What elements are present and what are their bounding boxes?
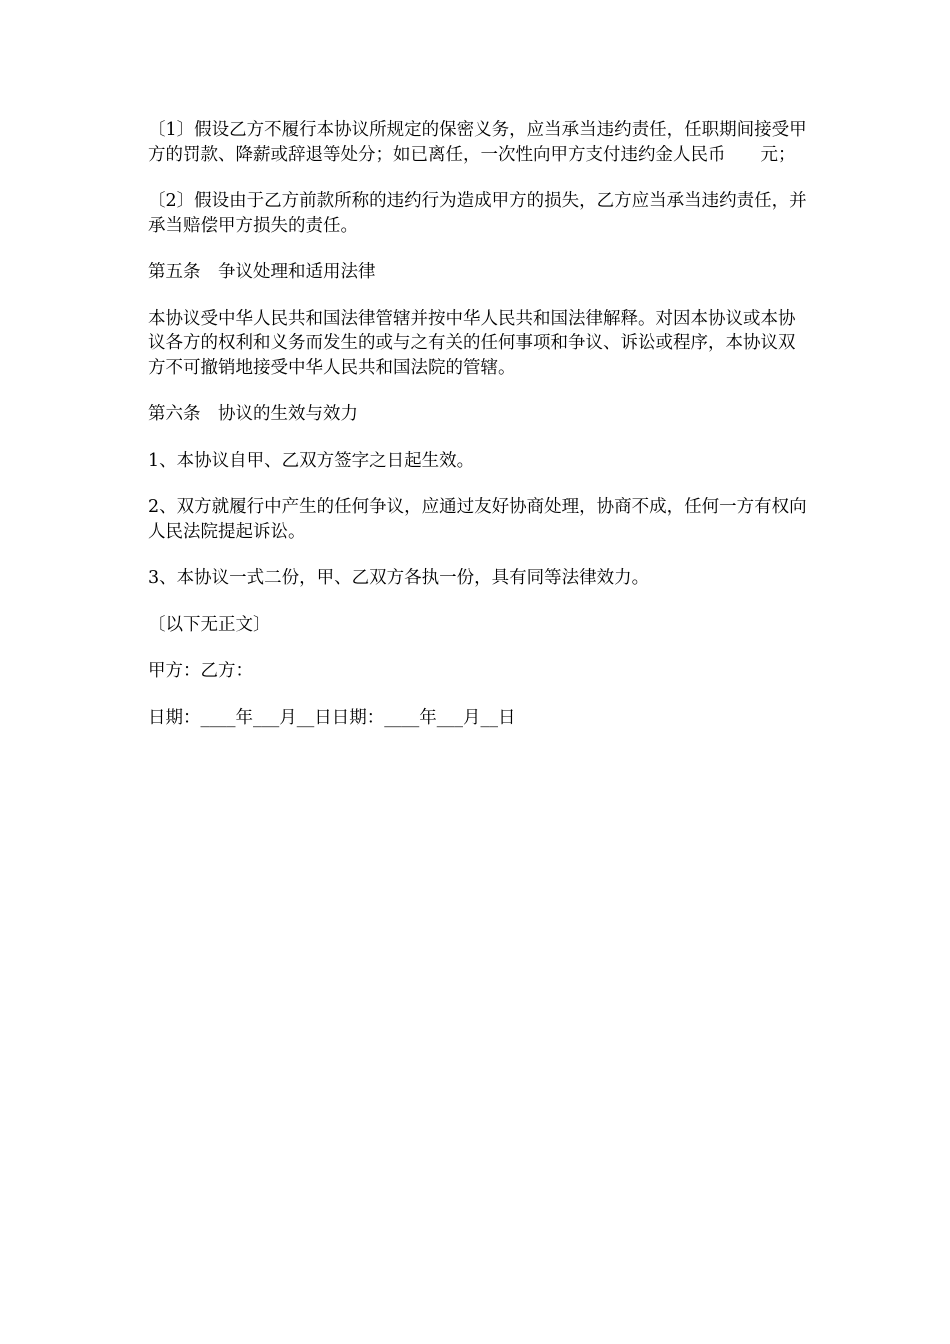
end-note: 〔以下无正文〕 — [148, 614, 271, 635]
parties-line: 甲方：乙方： — [148, 661, 253, 681]
article-6-item-3: 3、本协议一式二份，甲、乙双方各执一份，具有同等法律效力。 — [148, 568, 650, 588]
article-6-heading: 第六条 协议的生效与效力 — [148, 404, 358, 424]
date-line: 日期：____年___月__日日期：____年___月__日 — [148, 707, 516, 728]
article-6-item-2: 2、双方就履行中产生的任何争议，应通过友好协商处理，协商不成，任何一方有权向人民法院提起诉讼。 — [148, 497, 807, 542]
article-5-heading: 第五条 争议处理和适用法律 — [148, 262, 376, 282]
document-page — [148, 118, 808, 752]
article-5-body: 本协议受中华人民共和国法律管辖并按中华人民共和国法律解释。对因本协议或本协议各方的权利和义务而发生的或与之有关的任何事项和争议、诉讼或程序，本协议双方不可撤销地接受中华人民共和国法院的管辖。 — [148, 308, 796, 378]
article-6-item-1: 1、本协议自甲、乙双方签字之日起生效。 — [148, 450, 475, 471]
clause-4-item-2: 〔2〕假设由于乙方前款所称的违约行为造成甲方的损失，乙方应当承当违约责任，并承当赔偿甲方损失的责任。 — [148, 191, 807, 236]
clause-4-item-1: 〔1〕假设乙方不履行本协议所规定的保密义务，应当承当违约责任，任职期间接受甲方的罚款、降薪或辞退等处分；如已离任，一次性向甲方支付违约金人民币 元； — [148, 120, 807, 165]
